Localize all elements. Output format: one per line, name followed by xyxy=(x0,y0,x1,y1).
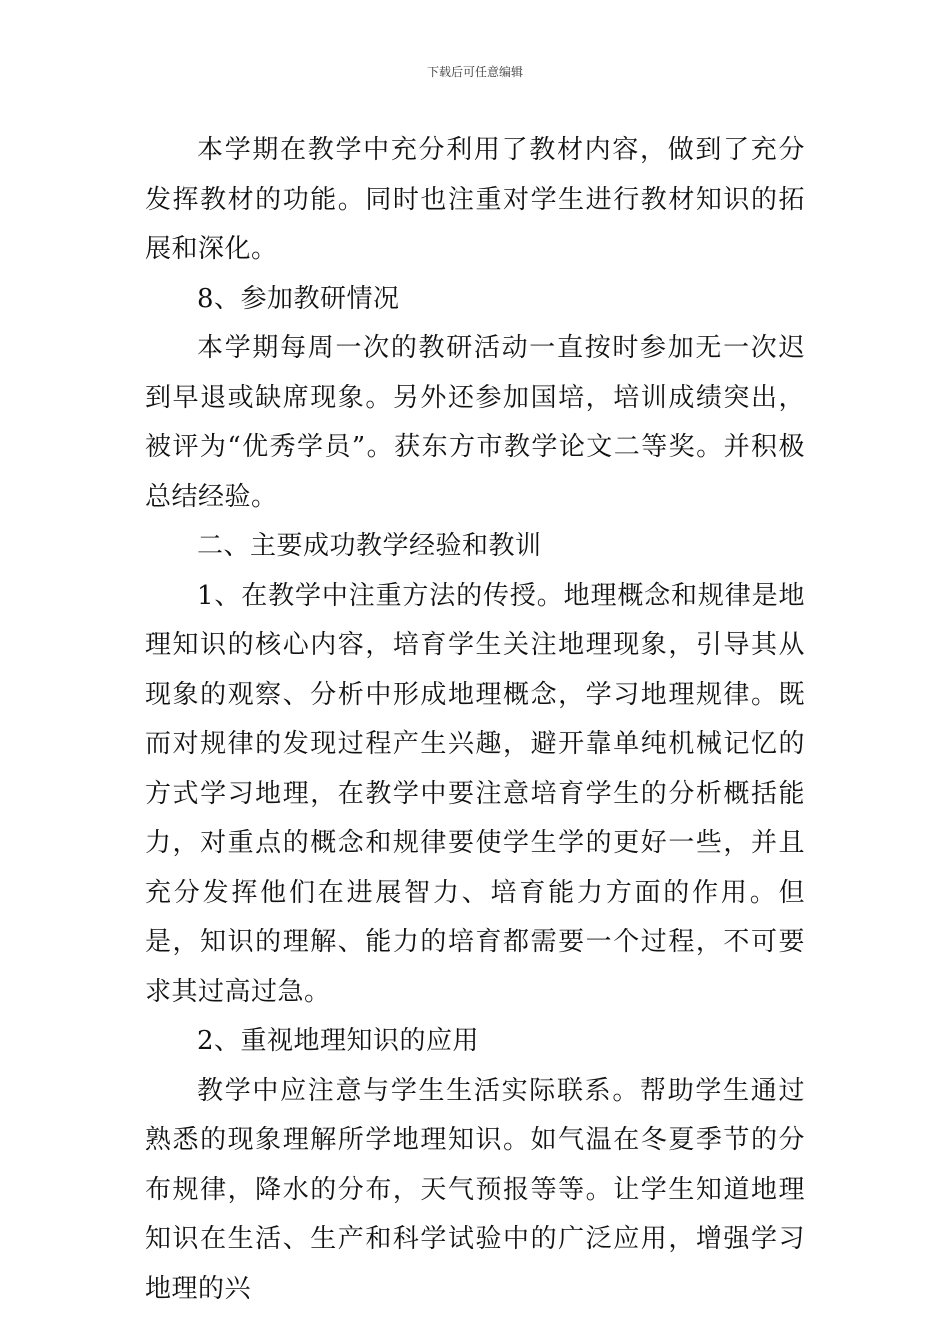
paragraph-textbook-usage: 本学期在教学中充分利用了教材内容，做到了充分发挥教材的功能。同时也注重对学生进行教材知识的拓展和深化。 xyxy=(145,135,805,264)
paragraph-knowledge-application: 教学中应注意与学生生活实际联系。帮助学生通过熟悉的现象理解所学地理知识。如气温在冬夏季节的分布规律，降水的分布，天气预报等等。让学生知道地理知识在生活、生产和科学试验中的广泛应用，增强学习地理的兴 xyxy=(145,1075,805,1304)
document-body xyxy=(145,126,805,1314)
paragraph-teaching-research: 本学期每周一次的教研活动一直按时参加无一次迟到早退或缺席现象。另外还参加国培，培训成绩突出，被评为“优秀学员”。获东方市教学论文二等奖。并积极总结经验。 xyxy=(145,333,805,512)
heading-main-experience: 二、主要成功教学经验和教训 xyxy=(197,531,542,561)
page-header-note: 下载后可任意编辑 xyxy=(426,65,523,79)
heading-teaching-research: 8、参加教研情况 xyxy=(197,283,400,314)
heading-knowledge-application: 2、重视地理知识的应用 xyxy=(197,1026,480,1056)
paragraph-method-teaching: 1、在教学中注重方法的传授。地理概念和规律是地理知识的核心内容，培育学生关注地理现象，引导其从现象的观察、分析中形成地理概念，学习地理规律。既而对规律的发现过程产生兴趣，避开靠单纯机械记忆的方式学习地理，在教学中要注意培育学生的分析概括能力，对重点的概念和规律要使学生学的更好一些，并且充分发挥他们在进展智力、培育能力方面的作用。但是，知识的理解、能力的培育都需要一个过程，不可要求其过高过急。 xyxy=(145,580,805,1007)
